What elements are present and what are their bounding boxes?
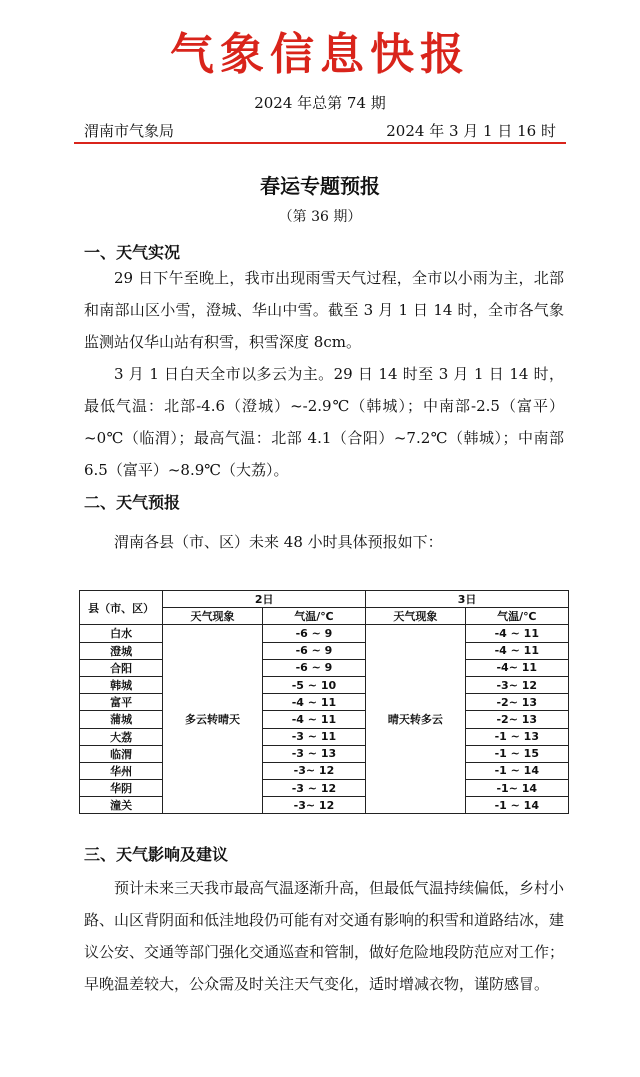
day2-header: 3日 bbox=[366, 591, 569, 608]
day1-phenomenon-cell: 多云转晴天 bbox=[163, 625, 262, 814]
county-cell: 华州 bbox=[80, 762, 163, 779]
day2-temperature-cell: -2~ 13 bbox=[465, 694, 568, 711]
day2-temperature-cell: -1 ~ 14 bbox=[465, 762, 568, 779]
forecast-table bbox=[79, 590, 569, 814]
county-cell: 潼关 bbox=[80, 797, 163, 814]
issue-date: 2024 年 3 月 1 日 16 时 bbox=[386, 122, 556, 140]
day2-temperature-cell: -2~ 13 bbox=[465, 711, 568, 728]
day2-temperature-cell: -1~ 14 bbox=[465, 780, 568, 797]
day2-temperature-cell: -1 ~ 15 bbox=[465, 745, 568, 762]
issue-number: 2024 年总第 74 期 bbox=[254, 94, 386, 112]
county-cell: 临渭 bbox=[80, 745, 163, 762]
table-row bbox=[80, 797, 569, 814]
issuing-organization: 渭南市气象局 bbox=[84, 122, 175, 140]
day1-temperature-cell: -3 ~ 11 bbox=[262, 728, 365, 745]
table-row bbox=[80, 728, 569, 745]
county-cell: 蒲城 bbox=[80, 711, 163, 728]
county-cell: 澄城 bbox=[80, 642, 163, 659]
day2-temperature-cell: -4 ~ 11 bbox=[465, 625, 568, 642]
paragraph-observation-2: 3 月 1 日白天全市以多云为主。29 日 14 时至 3 月 1 日 14 时，最低气温：北部-4.6（澄城）~-2.9℃（韩城）；中南部-2.5（富平）~0℃（临渭）；最高气温：北部 4.1（合阳）~7.2℃（韩城）；中南部 6.5（富平）~8.9℃（大荔）。 bbox=[84, 365, 564, 479]
county-header: 县（市、区） bbox=[80, 591, 163, 625]
section-heading-advice: 三、天气影响及建议 bbox=[84, 845, 229, 864]
day2-temperature-cell: -3~ 12 bbox=[465, 676, 568, 693]
day1-temperature-header: 气温/℃ bbox=[262, 608, 365, 625]
table-row bbox=[80, 694, 569, 711]
day2-temperature-cell: -4~ 11 bbox=[465, 659, 568, 676]
table-row bbox=[80, 780, 569, 797]
county-cell: 富平 bbox=[80, 694, 163, 711]
table-row bbox=[80, 659, 569, 676]
table-row bbox=[80, 642, 569, 659]
day2-phenomenon-header: 天气现象 bbox=[366, 608, 465, 625]
county-cell: 华阴 bbox=[80, 780, 163, 797]
day1-temperature-cell: -3~ 12 bbox=[262, 762, 365, 779]
table-row bbox=[80, 745, 569, 762]
day1-temperature-cell: -3 ~ 12 bbox=[262, 780, 365, 797]
day2-temperature-cell: -1 ~ 13 bbox=[465, 728, 568, 745]
header-divider bbox=[74, 142, 566, 144]
day1-temperature-cell: -4 ~ 11 bbox=[262, 711, 365, 728]
document-subtitle: （第 36 期） bbox=[278, 209, 362, 225]
day2-temperature-cell: -4 ~ 11 bbox=[465, 642, 568, 659]
paragraph-observation-1: 29 日下午至晚上，我市出现雨雪天气过程，全市以小雨为主，北部和南部山区小雪，澄城、华山中雪。截至 3 月 1 日 14 时，全市各气象监测站仅华山站有积雪，积雪深度 8cm。 bbox=[84, 269, 564, 351]
table-row bbox=[80, 762, 569, 779]
day1-temperature-cell: -6 ~ 9 bbox=[262, 642, 365, 659]
county-cell: 大荔 bbox=[80, 728, 163, 745]
paragraph-advice: 预计未来三天我市最高气温逐渐升高，但最低气温持续偏低，乡村小路、山区背阴面和低洼地段仍可能有对交通有影响的积雪和道路结冰，建议公安、交通等部门强化交通巡查和管制，做好危险地段防范应对工作；早晚温差较大，公众需及时关注天气变化，适时增减衣物，谨防感冒。 bbox=[84, 879, 565, 993]
day1-header: 2日 bbox=[163, 591, 366, 608]
day2-temperature-header: 气温/℃ bbox=[465, 608, 568, 625]
county-cell: 合阳 bbox=[80, 659, 163, 676]
county-cell: 韩城 bbox=[80, 676, 163, 693]
day1-temperature-cell: -6 ~ 9 bbox=[262, 625, 365, 642]
day1-temperature-cell: -5 ~ 10 bbox=[262, 676, 365, 693]
day2-temperature-cell: -1 ~ 14 bbox=[465, 797, 568, 814]
county-cell: 白水 bbox=[80, 625, 163, 642]
table-row bbox=[80, 711, 569, 728]
day2-phenomenon-cell: 晴天转多云 bbox=[366, 625, 465, 814]
table-row bbox=[80, 625, 569, 642]
day1-temperature-cell: -3 ~ 13 bbox=[262, 745, 365, 762]
day1-temperature-cell: -6 ~ 9 bbox=[262, 659, 365, 676]
table-header-row bbox=[80, 591, 569, 608]
day1-temperature-cell: -4 ~ 11 bbox=[262, 694, 365, 711]
section-heading-observation: 一、天气实况 bbox=[84, 243, 181, 262]
day1-temperature-cell: -3~ 12 bbox=[262, 797, 365, 814]
document-title: 春运专题预报 bbox=[260, 174, 380, 198]
masthead-title: 气象信息快报 bbox=[170, 29, 470, 80]
section-heading-forecast: 二、天气预报 bbox=[84, 493, 181, 512]
paragraph-forecast-intro: 渭南各县（市、区）未来 48 小时具体预报如下： bbox=[114, 533, 443, 551]
day1-phenomenon-header: 天气现象 bbox=[163, 608, 262, 625]
table-row bbox=[80, 676, 569, 693]
